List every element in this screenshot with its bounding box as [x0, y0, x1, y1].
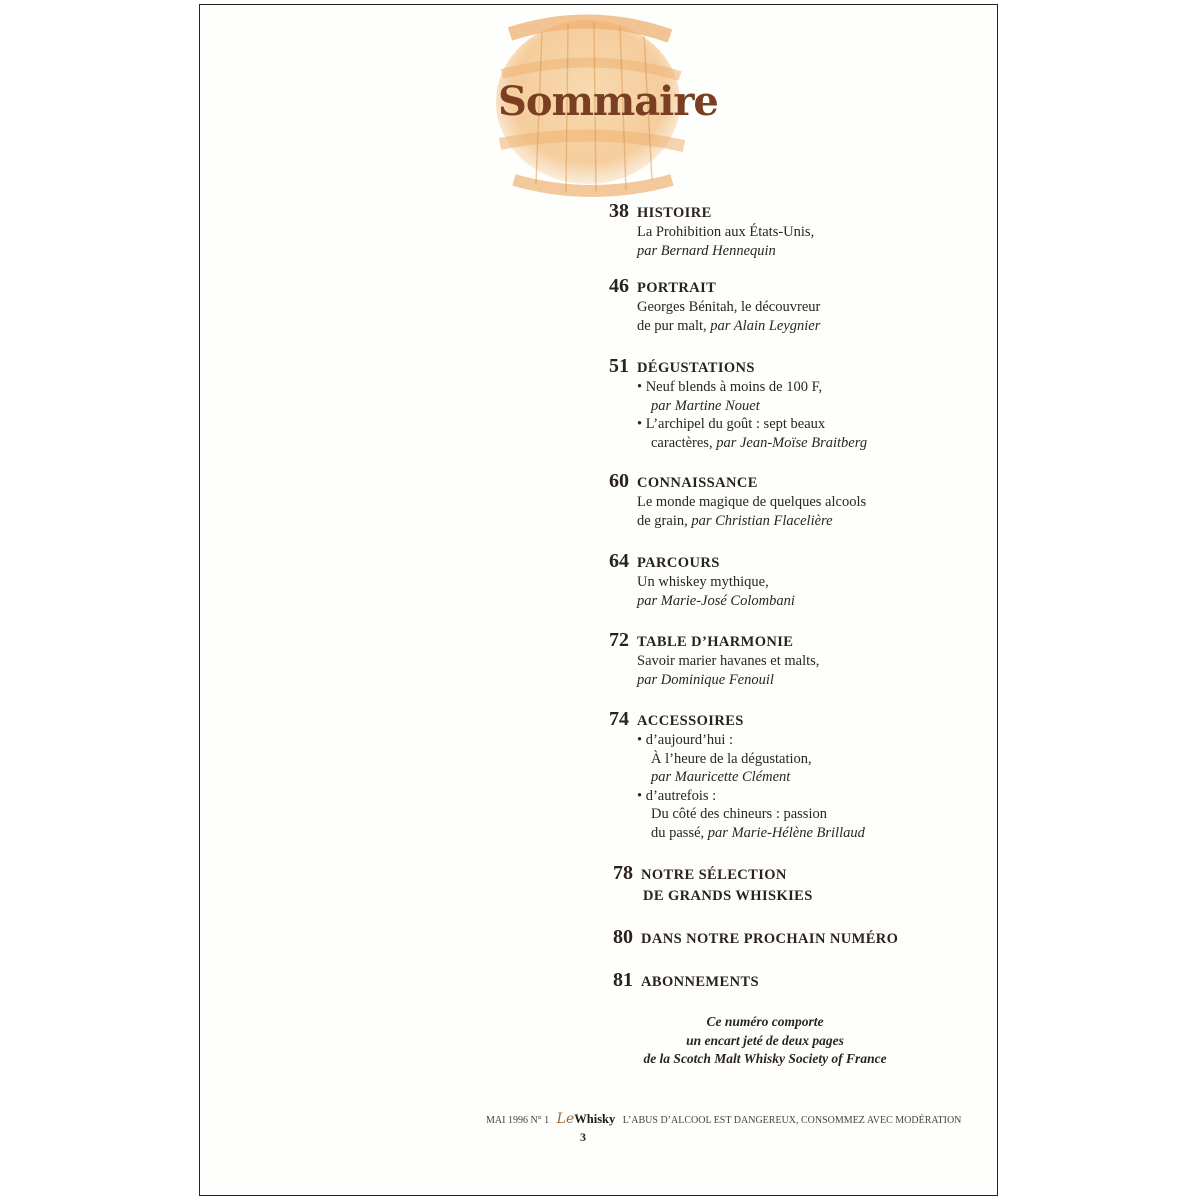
- insert-notice: [600, 1013, 930, 1069]
- toc-entry: [609, 200, 939, 260]
- author: par Dominique Fenouil: [637, 671, 774, 688]
- entry-line: Savoir marier havanes et malts,: [637, 653, 820, 669]
- page-ref: 81: [613, 969, 633, 991]
- entry-line: Du côté des chineurs : passion: [651, 806, 827, 822]
- page-ref: 78: [613, 862, 633, 884]
- entry-line: [609, 242, 939, 261]
- toc-entry: [609, 470, 939, 530]
- section-heading: 74 ACCESSOIRES: [609, 708, 744, 730]
- section-heading: 60 CONNAISSANCE: [609, 470, 758, 492]
- page-ref: 72: [609, 629, 629, 651]
- author: par Martine Nouet: [651, 397, 760, 414]
- page-ref: 46: [609, 275, 629, 297]
- toc-entry: [613, 926, 943, 949]
- page-number: 3: [580, 1130, 586, 1144]
- author: par Alain Leygnier: [710, 317, 821, 334]
- section-heading: 78 NOTRE SÉLECTION: [613, 862, 787, 884]
- toc-entry: [613, 969, 943, 992]
- entry-line: • Neuf blends à moins de 100 F,: [637, 379, 823, 395]
- section-heading: 64 PARCOURS: [609, 550, 720, 572]
- author: par Mauricette Clément: [651, 769, 791, 785]
- toc-entry: [609, 629, 939, 689]
- entry-line: [609, 671, 939, 690]
- alcohol-warning: L’ABUS D’ALCOOL EST DANGEREUX, CONSOMMEZ AVEC MODÉRATION: [622, 1115, 962, 1126]
- entry-line: [609, 397, 939, 416]
- page-title: Sommaire: [498, 78, 718, 125]
- entry-line: [609, 768, 939, 787]
- magazine-logo: LeWhisky: [556, 1111, 616, 1127]
- entry-line: • d’aujourd’hui :: [637, 732, 734, 748]
- entry-line: [609, 592, 939, 611]
- section-heading: 80 DANS NOTRE PROCHAIN NUMÉRO: [613, 926, 899, 948]
- page-ref: 64: [609, 550, 629, 572]
- toc-entry: [609, 275, 939, 335]
- entry-line: • L’archipel du goût : sept beaux: [637, 416, 826, 432]
- author: par Christian Flacelière: [691, 512, 833, 529]
- entry-line: La Prohibition aux États-Unis,: [637, 224, 815, 240]
- entry-line: de pur malt, par Alain Leygnier: [637, 317, 821, 334]
- section-heading: 72 TABLE D’HARMONIE: [609, 629, 794, 651]
- page-ref: 60: [609, 470, 629, 492]
- issue-label: MAI 1996 N° 1: [486, 1115, 550, 1126]
- entry-line: Georges Bénitah, le découvreur: [637, 299, 821, 315]
- entry-line: de grain, par Christian Flacelière: [637, 512, 833, 529]
- entry-line: • d’autrefois :: [637, 787, 717, 804]
- page-ref: 80: [613, 926, 633, 948]
- toc-entry: [609, 550, 939, 610]
- toc-entry: 78 NOTRE SÉLECTION DE GRANDS WHISKIES: [613, 862, 943, 905]
- author: par Marie-Hélène Brillaud: [707, 824, 865, 841]
- author: par Marie-José Colombani: [637, 592, 795, 609]
- notice-line: Ce numéro comporte: [706, 1014, 824, 1029]
- page-footer: [486, 1111, 961, 1127]
- entry-line: À l’heure de la dégustation,: [651, 750, 812, 767]
- section-heading: 46 PORTRAIT: [609, 275, 717, 297]
- page-ref: 74: [609, 708, 629, 730]
- entry-line: du passé, par Marie-Hélène Brillaud: [651, 824, 865, 841]
- entry-line: Le monde magique de quelques alcools: [637, 494, 867, 510]
- section-heading: 38 HISTOIRE: [609, 200, 712, 222]
- entry-line: Un whiskey mythique,: [637, 574, 769, 590]
- entry-line: caractères, par Jean-Moïse Braitberg: [651, 434, 868, 451]
- page-ref: 51: [609, 355, 629, 377]
- section-heading: 81 ABONNEMENTS: [613, 969, 759, 991]
- notice-line: un encart jeté de deux pages: [686, 1032, 844, 1048]
- toc-entry: [609, 708, 939, 842]
- author: par Bernard Hennequin: [637, 242, 776, 259]
- section-heading: 51 DÉGUSTATIONS: [609, 355, 755, 377]
- author: par Jean-Moïse Braitberg: [716, 434, 868, 451]
- toc-entry: [609, 355, 939, 452]
- page-ref: 38: [609, 200, 629, 222]
- notice-line: de la Scotch Malt Whisky Society of France: [643, 1051, 887, 1066]
